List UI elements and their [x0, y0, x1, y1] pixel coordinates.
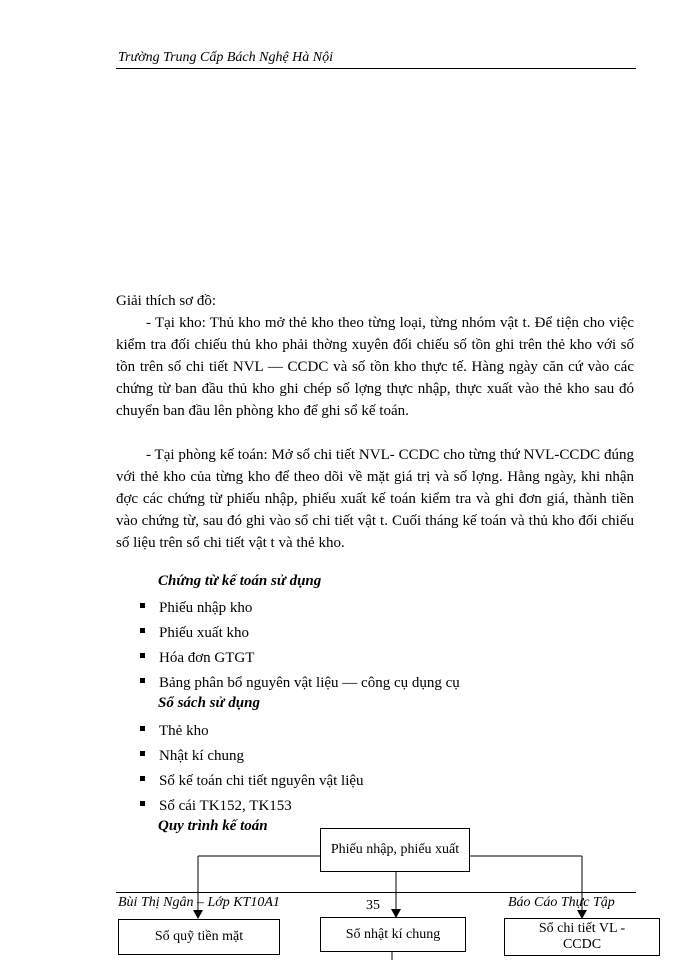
explanation-paragraph-2: - Tại phòng kế toán: Mở sổ chi tiết NVL- CCDC cho từng thứ NVL-CCDC đúng với thẻ kho của từng kho để theo dõi về mặt giá trị và số lợng. Hằng ngày, khi nhận đợc các chứng từ phiếu nhập, phiếu xuất kế toán kiểm tra và ghi đơn giá, thành tiền vào chứng từ, sau đó ghi vào sổ chi tiết vật t. Cuối tháng kế toán và thủ kho đối chiếu số liệu trên sổ chi tiết vật t và thẻ kho.: [116, 447, 634, 551]
process-title: Quy trình kế toán: [158, 818, 268, 834]
page-number: 35: [366, 898, 380, 913]
flow-box-label: Phiếu nhập, phiếu xuất: [330, 842, 460, 857]
document-item-label: Bảng phân bổ nguyên vật liệu — công cụ dụng cụ: [159, 675, 460, 691]
flow-box-detail-ledger: [504, 918, 660, 956]
flow-box-general-journal: [320, 917, 466, 952]
footer-divider: [116, 892, 636, 893]
document-item-label: Phiếu nhập kho: [159, 600, 253, 616]
book-item-label: Sổ kế toán chi tiết nguyên vật liệu: [159, 773, 364, 789]
arrow-left-icon: [193, 910, 203, 919]
explanation-paragraph-1: - Tại kho: Thủ kho mở thẻ kho theo từng loại, từng nhóm vật t. Để tiện cho việc kiểm tra đối chiếu thủ kho phải thờng xuyên đối chiếu số tồn ghi trên thẻ kho với số tồn trên sổ chi tiết NVL — CCDC và số tồn kho thực tế. Hàng ngày căn cứ vào các chứng từ ban đầu thủ kho ghi chép số lợng thực nhập, thực xuất vào thẻ kho sau đó chuyển ban đầu lên phòng kho để ghi sổ kế toán.: [116, 315, 634, 419]
document-item-label: Hóa đơn GTGT: [159, 650, 255, 666]
header-school-name: Trường Trung Cấp Bách Nghệ Hà Nội: [118, 50, 334, 65]
footer-author: Bùi Thị Ngân – Lớp KT10A1: [118, 895, 280, 910]
documents-title: Chứng từ kế toán sử dụng: [158, 573, 322, 589]
book-item-label: Nhật kí chung: [159, 748, 244, 764]
book-item-label: Thẻ kho: [159, 723, 209, 739]
footer-report-title: Báo Cáo Thực Tập: [508, 895, 615, 910]
flow-box-label: Sổ chi tiết VL - CCDC: [538, 921, 626, 952]
flow-box-label: Sổ quỹ tiền mặt: [154, 929, 244, 944]
book-item-label: Sổ cái TK152, TK153: [159, 798, 292, 814]
books-title: Sổ sách sử dụng: [158, 695, 260, 711]
flow-box-label: Sổ nhật kí chung: [345, 926, 441, 942]
flow-box-input-output-slips: [320, 828, 470, 872]
flow-box-cash-book: [118, 919, 280, 955]
document-item-label: Phiếu xuất kho: [159, 625, 249, 641]
explanation-title: Giải thích sơ đồ:: [116, 293, 217, 309]
